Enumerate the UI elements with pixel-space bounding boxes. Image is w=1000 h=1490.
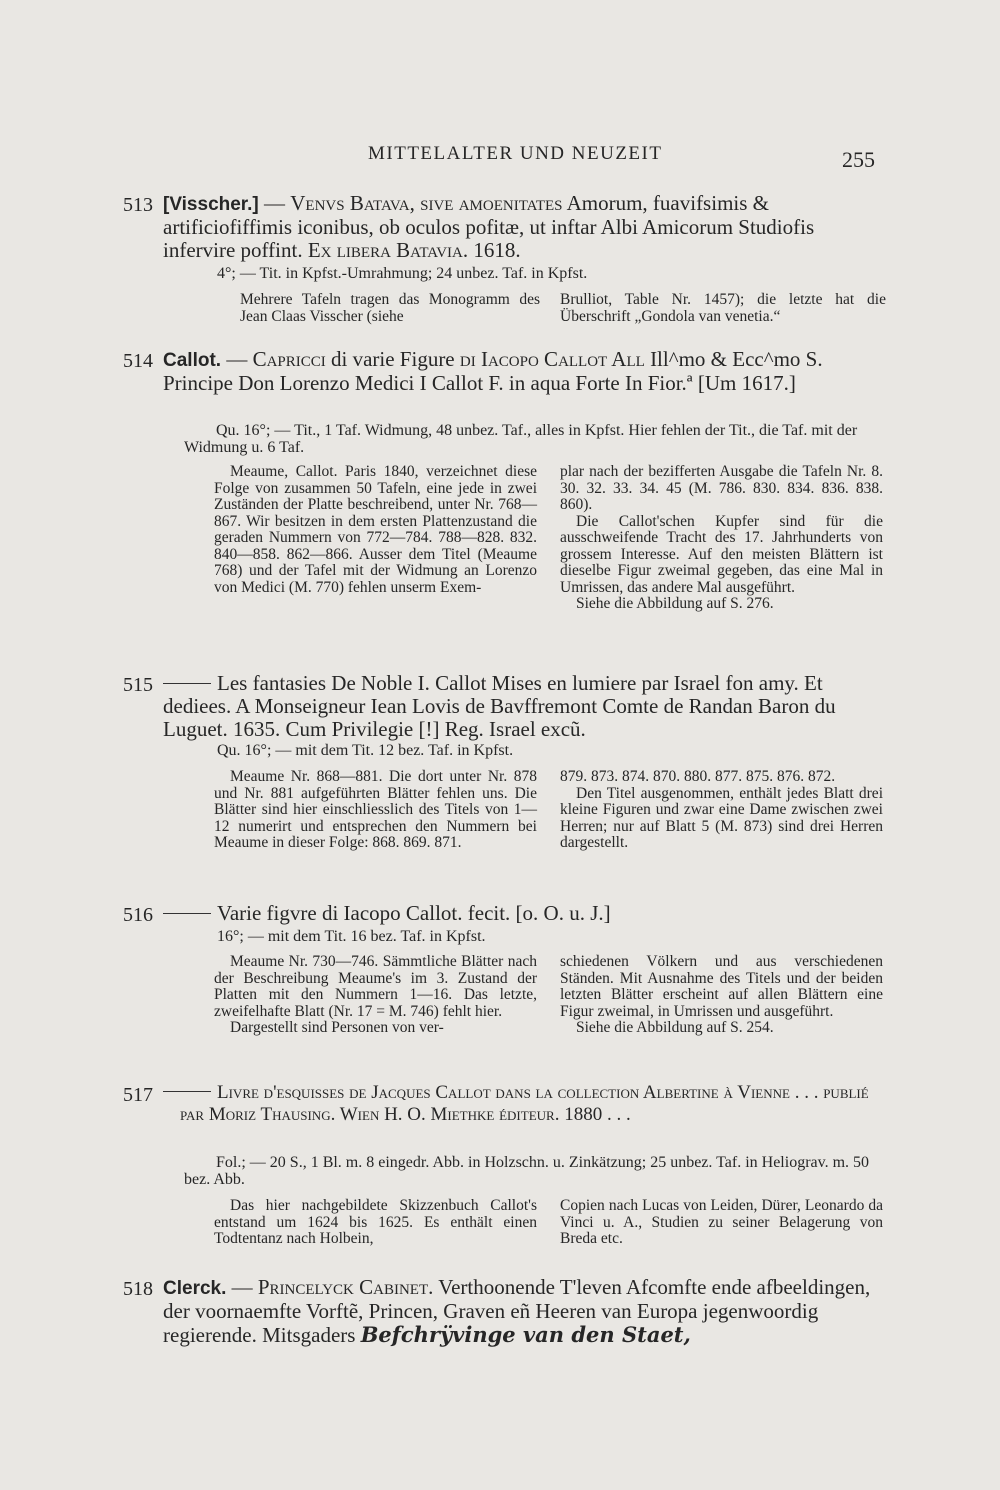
ditto-dash xyxy=(163,683,211,684)
entry-heading: Livre d'esquisses de Jacques Callot dans la collection Albertine à Vienne . . . publié par Moriz Thausing. Wien H. O. Miethke éditeur. 1880 . . . xyxy=(180,1082,869,1125)
note-right: Den Titel ausgenommen, enthält jedes Blatt drei kleine Figuren und zwar eine Dame zwischen zwei Herren; nur auf Blatt 5 (M. 873) sind drei Herren dargestellt. xyxy=(560,784,883,851)
note-left: Mehrere Tafeln tragen das Monogramm des Jean Claas Visscher (siehe xyxy=(240,291,540,325)
entry-number: 515 xyxy=(123,674,153,696)
entry-heading: Les fantasies De Noble I. Callot Mises en lumiere par Israel fon amy. Et dediees. A Monseigneur Iean Lovis de Bavffremont Comte de Randan Baron du Luguet. 1635. Cum Privilegie [!] Reg. Israel excũ. xyxy=(163,671,836,741)
page-header xyxy=(0,143,1000,173)
note-right: plar nach der bezifferten Ausgabe die Tafeln Nr. 8. 30. 32. 33. 34. 45 (M. 786. 830. 834. 836. 838. 860). xyxy=(560,463,883,513)
page-number: 255 xyxy=(842,147,875,172)
note-right: Siehe die Abbildung auf S. 276. xyxy=(576,595,774,612)
entry-description: Qu. 16°; — Tit., 1 Taf. Widmung, 48 unbez. Taf., alles in Kpfst. Hier fehlen der Tit., die Taf. mit der Widmung u. 6 Taf. xyxy=(184,422,858,456)
entry-author: Callot. xyxy=(163,350,222,371)
entry-description: Fol.; — 20 S., 1 Bl. m. 8 eingedr. Abb. in Holzschn. u. Zinkätzung; 25 unbez. Taf. in Heliograv. m. 50 bez. Abb. xyxy=(184,1154,870,1188)
entry-heading: [Visscher.] — Venvs Batava, sive amoenitates Amorum, fuavifsimis & artificiofiffimis iconibus, ob oculos pofitæ, ut inftar Albi Amicorum Studiofis infervire poffint. Ex libera Batavia. 1618. xyxy=(163,191,815,262)
note-right: Brulliot, Table Nr. 1457); die letzte hat die Überschrift „Gondola van venetia.“ xyxy=(560,291,886,325)
entry-number: 517 xyxy=(123,1084,153,1106)
entry-number: 516 xyxy=(123,904,153,926)
note-right: Die Callot'schen Kupfer sind für die ausschweifende Tracht des 17. Jahrhunderts von grossem Interesse. Auf den meisten Blättern ist dieselbe Figur zweimal gegeben, das eine Mal in Umrissen, das andere Mal ausgeführt. xyxy=(560,512,883,596)
note-left: Dargestellt sind Personen von ver- xyxy=(230,1019,444,1036)
note-right: 879. 873. 874. 870. 880. 877. 875. 876. 872. xyxy=(560,768,836,785)
entry-number: 514 xyxy=(123,350,153,372)
entry-author: [Visscher.] xyxy=(163,194,259,215)
note-right: schiedenen Völkern und aus verschiedenen Ständen. Mit Ausnahme des Titels und der beiden letzten Blätter erscheint auf allen Blättern eine Figur zweimal, in Umrissen und ausgeführt. xyxy=(560,953,883,1020)
entry-number: 518 xyxy=(123,1278,153,1300)
note-right: Siehe die Abbildung auf S. 254. xyxy=(576,1019,774,1036)
entry-heading: Clerck. — Princelyck Cabinet. Verthoonende T'leven Afcomfte ende afbeeldingen, der voornaemfte Vorftẽ, Princen, Graven eñ Heeren van Europa jegenwoordig regierende. Mitsgaders Befchrÿvinge van den Staet, xyxy=(163,1275,871,1347)
entry-number: 513 xyxy=(123,194,153,216)
entry-author: Clerck. xyxy=(163,1278,227,1299)
ditto-dash xyxy=(163,913,211,914)
note-left: Meaume, Callot. Paris 1840, verzeichnet diese Folge von zusammen 50 Tafeln, eine jede in zwei Zuständen der Platte beschreibend, unter Nr. 768—867. Wir besitzen in dem ersten Plattenzustand die geraden Nummern von 772—784. 788—828. 832. 840—858. 862—866. Ausser dem Titel (Meaume 768) und der Tafel mit der Widmung an Lorenzo von Medici (M. 770) fehlen unserm Exem- xyxy=(214,463,537,596)
entry-heading: Callot. — Capricci di varie Figure di Iacopo Callot All Ill^mo & Ecc^mo S. Principe Don Lorenzo Medici I Callot F. in aqua Forte In Fior.ª [Um 1617.] xyxy=(163,347,823,395)
entry-description: Qu. 16°; — mit dem Tit. 12 bez. Taf. in Kpfst. xyxy=(217,742,514,759)
note-left: Meaume Nr. 868—881. Die dort unter Nr. 878 und Nr. 881 aufgeführten Blätter fehlen uns. Die Blätter sind hier einschliesslich des Titels von 1—12 numerirt und entsprechen den Nummern bei Meaume in dieser Folge: 868. 869. 871. xyxy=(214,768,537,851)
entry-heading: Varie figvre di Iacopo Callot. fecit. [o. O. u. J.] xyxy=(217,901,611,925)
entry-description: 4°; — Tit. in Kpfst.-Umrahmung; 24 unbez. Taf. in Kpfst. xyxy=(217,265,588,282)
entry-description: 16°; — mit dem Tit. 16 bez. Taf. in Kpfst. xyxy=(217,928,486,945)
note-left: Meaume Nr. 730—746. Sämmtliche Blätter nach der Beschreibung Meaume's im 3. Zustand der Platten mit den Nummern 1—16. Das letzte, zweifelhafte Blatt (Nr. 17 = M. 746) fehlt hier. xyxy=(214,953,537,1020)
note-left: Das hier nachgebildete Skizzenbuch Callot's entstand um 1624 bis 1625. Es enthält einen Todtentanz nach Holbein, xyxy=(214,1197,537,1247)
note-right: Copien nach Lucas von Leiden, Dürer, Leonardo da Vinci u. A., Studien zu seiner Belagerung von Breda etc. xyxy=(560,1197,883,1247)
running-title: MITTELALTER UND NEUZEIT xyxy=(368,143,663,164)
